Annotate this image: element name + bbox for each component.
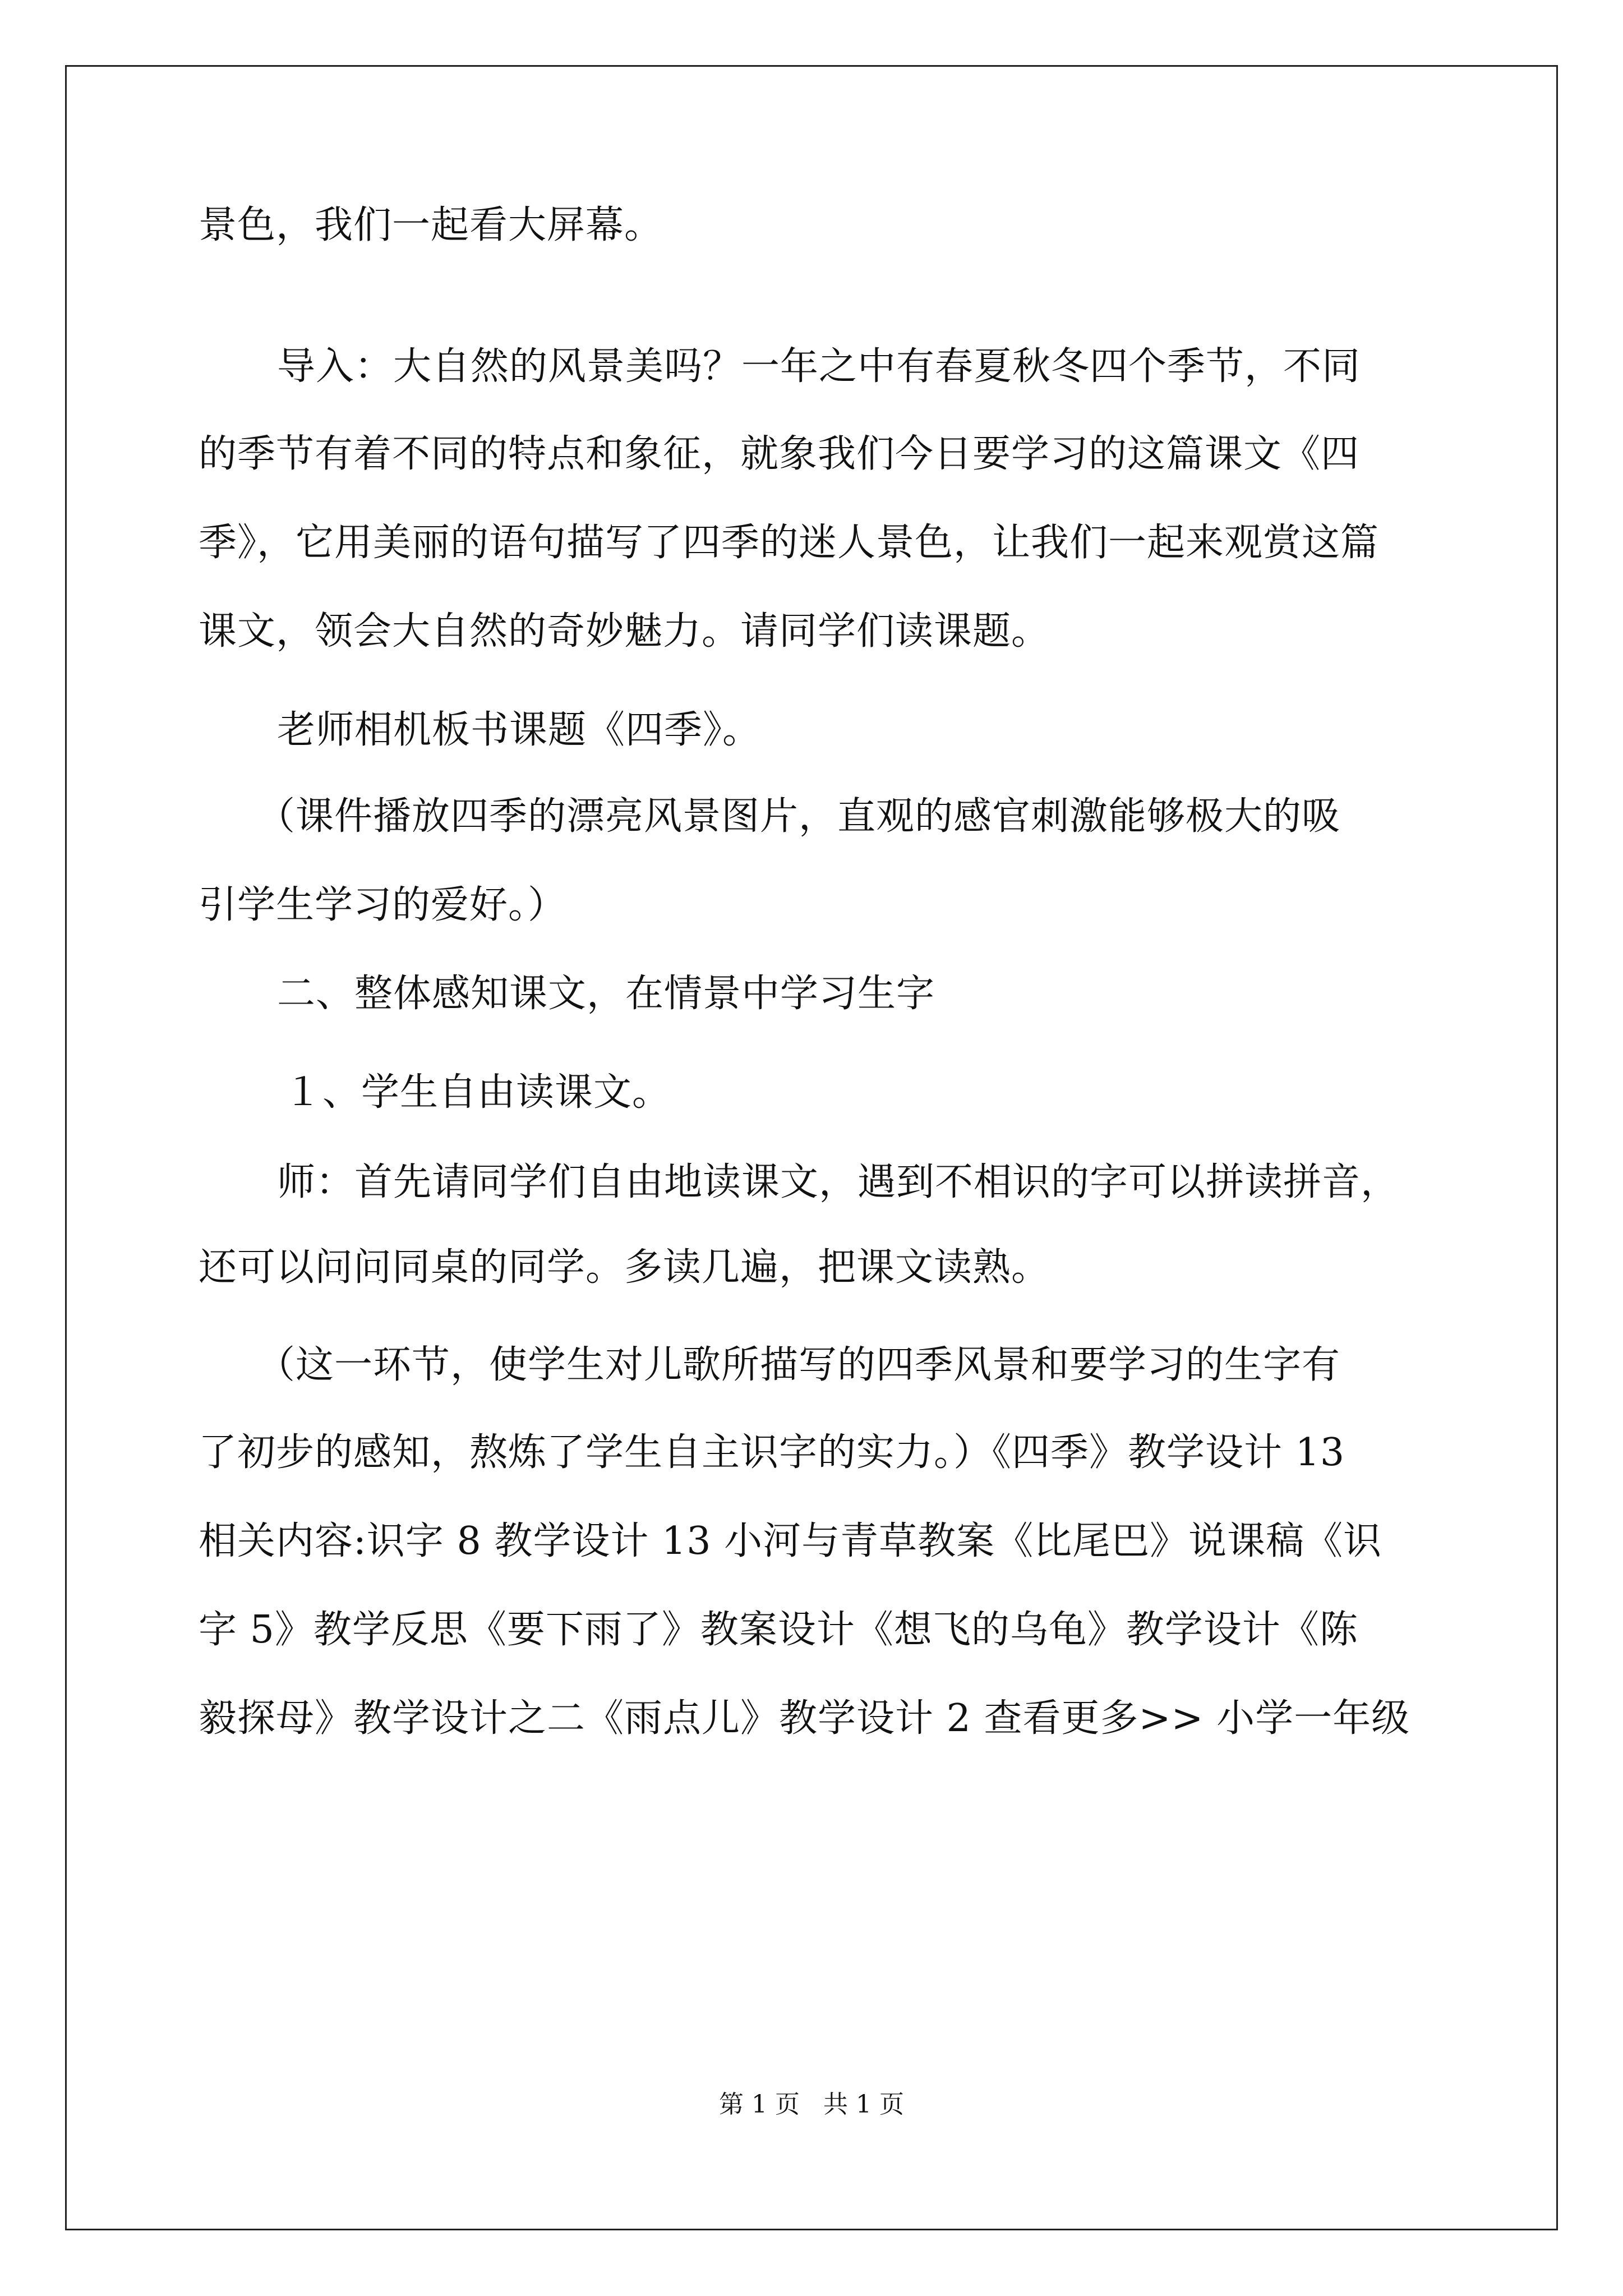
text-line: 的季节有着不同的特点和象征，就象我们今日要学习的这篇课文《四 — [199, 432, 1360, 476]
text-line: （这一环节，使学生对儿歌所描写的四季风景和要学习的生字有 — [257, 1343, 1341, 1387]
text-line: 导入：大自然的风景美吗？一年之中有春夏秋冬四个季节，不同 — [277, 344, 1361, 389]
text-line: 相关内容:识字 8 教学设计 13 小河与青草教案《比尾巴》说课稿《识 — [199, 1519, 1382, 1563]
text-line: 老师相机板书课题《四季》。 — [277, 708, 762, 752]
text-line: 二、整体感知课文，在情景中学习生字 — [277, 972, 935, 1016]
text-line: 课文，领会大自然的奇妙魅力。请同学们读课题。 — [199, 609, 1050, 654]
text-line: 字 5》教学反思《要下雨了》教案设计《想飞的乌龟》教学设计《陈 — [199, 1608, 1358, 1652]
text-line: １、学生自由读课文。 — [284, 1070, 671, 1115]
page-total: 共 1 页 — [823, 2090, 904, 2119]
text-line: 季》，它用美丽的语句描写了四季的迷人景色，让我们一起来观赏这篇 — [199, 521, 1380, 565]
text-line: 还可以问问同桌的同学。多读几遍，把课文读熟。 — [199, 1245, 1050, 1290]
text-line: 师：首先请同学们自由地读课文，遇到不相识的字可以拼读拼音， — [277, 1160, 1400, 1204]
text-line: 毅探母》教学设计之二《雨点儿》教学设计 2 查看更多>> 小学一年级 — [199, 1696, 1410, 1741]
text-line: 了初步的感知，熬炼了学生自主识字的实力。）《四季》教学设计 13 — [199, 1430, 1345, 1475]
page-footer — [0, 2088, 1623, 2122]
text-line: 引学生学习的爱好。） — [199, 883, 567, 927]
text-line: 景色，我们一起看大屏幕。 — [199, 203, 663, 247]
page-number: 第 1 页 — [719, 2090, 800, 2119]
text-line: （课件播放四季的漂亮风景图片，直观的感官刺激能够极大的吸 — [257, 794, 1341, 839]
